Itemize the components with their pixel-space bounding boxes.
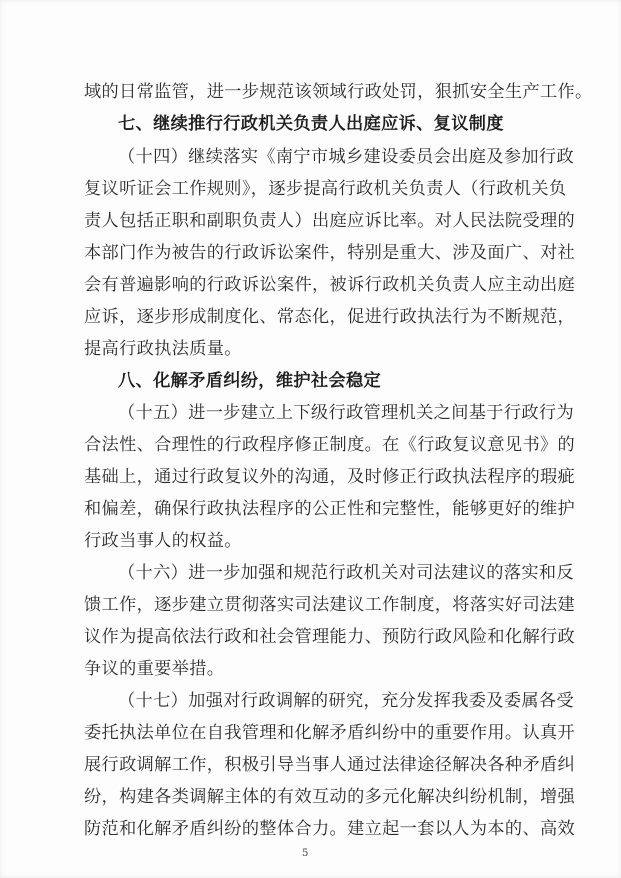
paragraph-17-line: 委托执法单位在自我管理和化解矛盾纠纷中的重要作用。认真开 (84, 723, 576, 743)
paragraph-14-line: 应诉，逐步形成制度化、常态化，促进行政执法行为不断规范， (84, 307, 576, 327)
section-heading-7: 七、继续推行行政机关负责人出庭应诉、复议制度 (118, 114, 504, 134)
section-heading-8: 八、化解矛盾纠纷，维护社会稳定 (118, 371, 382, 391)
paragraph-16-line: 争议的重要举措。 (84, 659, 225, 679)
paragraph-14-line: 责人包括正职和副职负责人）出庭应诉比率。对人民法院受理的 (84, 211, 576, 231)
paragraph-15-line: 合法性、合理性的行政程序修正制度。在《行政复议意见书》的 (84, 435, 576, 455)
paragraph-14-line: （十四）继续落实《南宁市城乡建设委员会出庭及参加行政 (118, 147, 574, 167)
paragraph-15-line: （十五）进一步建立上下级行政管理机关之间基于行政行为 (118, 403, 574, 423)
paragraph-14-line: 会有普遍影响的行政诉讼案件，被诉行政机关负责人应主动出庭 (84, 275, 576, 295)
paragraph-16-line: 议作为提高依法行政和社会管理能力、预防行政风险和化解行政 (84, 627, 576, 647)
body-line: 域的日常监管，进一步规范该领域行政处罚，狠抓安全生产工作。 (84, 82, 593, 102)
paragraph-17-line: 展行政调解工作，积极引导当事人通过法律途径解决各种矛盾纠 (84, 755, 576, 775)
page-number: 5 (302, 848, 309, 859)
paragraph-14-line: 复议听证会工作规则》，逐步提高行政机关负责人（行政机关负 (84, 179, 567, 199)
paragraph-17-line: 纷，构建各类调解主体的有效互动的多元化解决纠纷机制，增强 (84, 787, 576, 807)
paragraph-15-line: 和偏差，确保行政执法程序的公正性和完整性，能够更好的维护 (84, 499, 576, 519)
paragraph-16-line: （十六）进一步加强和规范行政机关对司法建议的落实和反 (118, 563, 574, 583)
paragraph-14-line: 提高行政执法质量。 (84, 339, 242, 359)
paragraph-17-line: 防范和化解矛盾纠纷的整体合力。建立起一套以人为本的、高效 (84, 819, 576, 839)
paragraph-14-line: 本部门作为被告的行政诉讼案件，特别是重大、涉及面广、对社 (84, 243, 576, 263)
paragraph-17-line: （十七）加强对行政调解的研究，充分发挥我委及委属各受 (118, 691, 574, 711)
paragraph-15-line: 基础上，通过行政复议外的沟通，及时修正行政执法程序的瑕疵 (84, 467, 576, 487)
paragraph-16-line: 馈工作，逐步建立贯彻落实司法建议工作制度，将落实好司法建 (84, 595, 576, 615)
paragraph-15-line: 行政当事人的权益。 (84, 531, 242, 551)
